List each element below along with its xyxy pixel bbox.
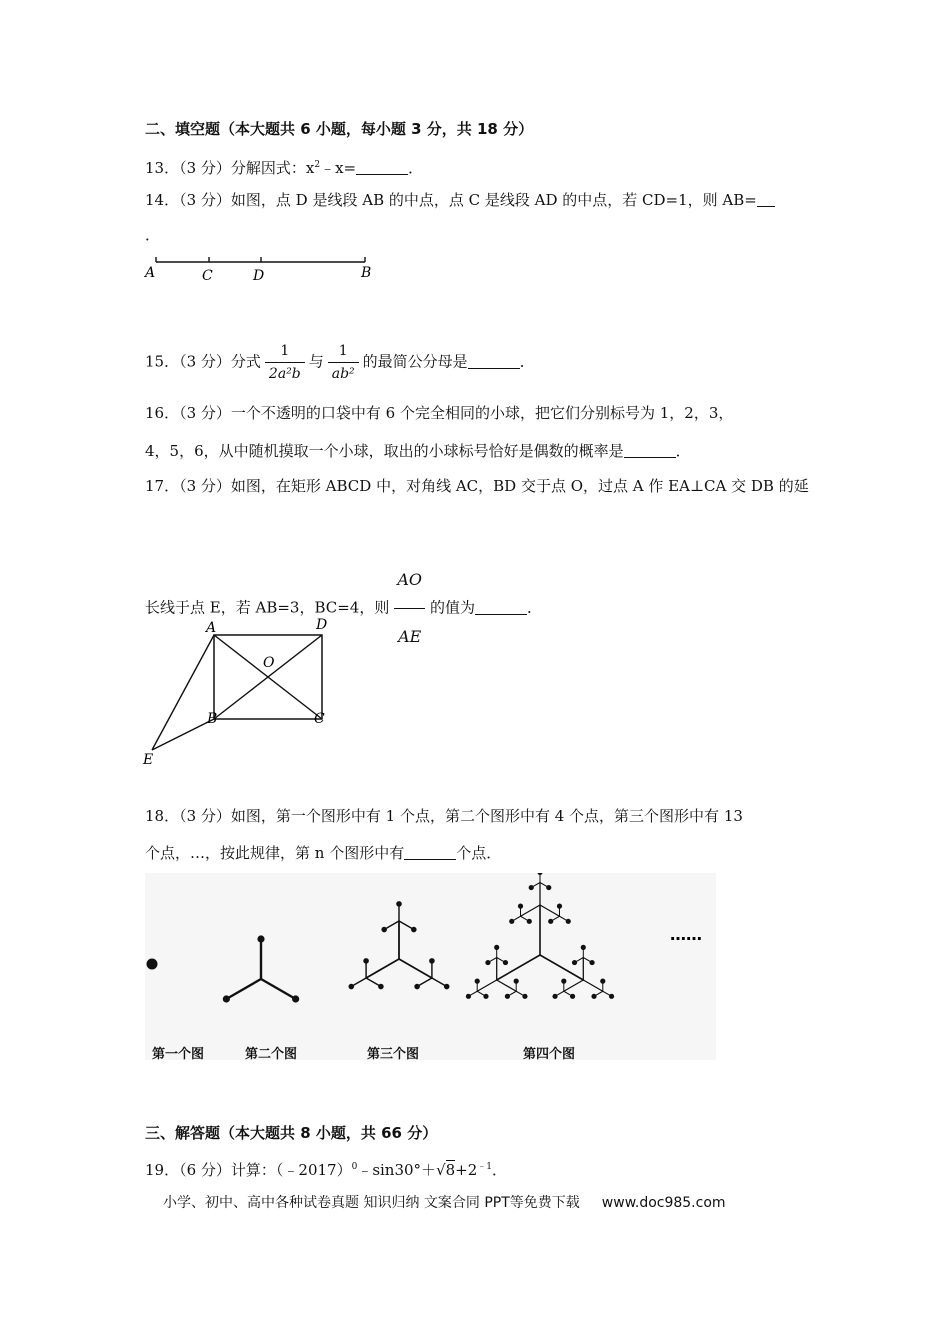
segment-be xyxy=(152,719,214,750)
q16-answer-blank xyxy=(624,443,676,458)
tree-point xyxy=(381,927,387,933)
caption-figure-3: 第三个图 xyxy=(367,1047,420,1062)
q15-frac2-den: ab² xyxy=(328,362,359,384)
q17-tail: 的值为 xyxy=(430,598,476,617)
q18-answer-blank xyxy=(404,845,456,860)
tree-branch xyxy=(399,959,432,978)
tree-point xyxy=(600,979,605,984)
question-17-line-1: 17．（3 分）如图，在矩形 ABCD 中，对角线 AC，BD 交于点 O，过点 A 作 EA⊥CA 交 DB 的延 xyxy=(145,477,809,495)
label-c: C xyxy=(314,711,325,727)
tree-point xyxy=(223,995,230,1002)
q15-answer-blank xyxy=(468,354,520,369)
tree-point xyxy=(591,994,596,999)
q18-line2-text: 个点，…，按此规律，第 n 个图形中有 xyxy=(145,844,405,862)
tree-point xyxy=(557,904,562,909)
tree-point xyxy=(570,994,575,999)
tree-point xyxy=(378,984,384,990)
figure-1-point xyxy=(147,959,158,970)
tree-branch xyxy=(226,979,261,999)
q19-mid: ﹣sin30°＋ xyxy=(357,1161,437,1179)
question-19 xyxy=(145,1157,507,1180)
q14-text: 14．（3 分）如图，点 D 是线段 AB 的中点，点 C 是线段 AD 的中点，若 CD=1，则 AB= xyxy=(145,191,757,209)
q15-end: ． xyxy=(519,352,535,371)
label-a: A xyxy=(206,620,217,636)
tree-point xyxy=(518,904,523,909)
q16-end: ． xyxy=(675,442,691,460)
q17-answer-blank xyxy=(475,600,527,615)
label-c: C xyxy=(202,268,213,284)
tree-point xyxy=(475,979,480,984)
caption-figure-1: 第一个图 xyxy=(152,1047,205,1062)
figure-2 xyxy=(223,935,299,1002)
label-b: B xyxy=(207,711,218,727)
q17-frac-num: AO xyxy=(397,570,423,589)
segment-ae xyxy=(152,635,214,750)
tree-point xyxy=(609,994,614,999)
tree-point xyxy=(589,960,594,965)
q19-radicand: 8 xyxy=(445,1161,456,1179)
label-o: O xyxy=(263,655,275,671)
tree-point xyxy=(505,994,510,999)
question-14 xyxy=(145,190,775,210)
q19-sup-minus1: ﹣1 xyxy=(477,1162,493,1172)
caption-figure-2: 第二个图 xyxy=(245,1047,298,1062)
label-b: B xyxy=(361,265,372,281)
tree-branch xyxy=(261,979,296,999)
figure-4 xyxy=(466,873,614,999)
question-16-line-2 xyxy=(145,441,691,461)
q15-fraction-1 xyxy=(265,341,305,384)
tree-point xyxy=(546,885,551,890)
tree-point xyxy=(292,995,299,1002)
question-18-line-2 xyxy=(145,843,501,863)
q15-frac2-num: 1 xyxy=(338,343,348,359)
section-3-heading: 三、解答题（本大题共 8 小题，共 66 分） xyxy=(145,1124,438,1142)
tree-point xyxy=(411,927,417,933)
tree-point xyxy=(503,960,508,965)
tree-point xyxy=(429,958,435,964)
tree-point xyxy=(522,994,527,999)
q17-fraction xyxy=(393,553,426,664)
q19-end: ． xyxy=(492,1161,508,1179)
tree-point xyxy=(581,945,586,950)
tree-branch xyxy=(540,905,559,916)
q13-answer-blank xyxy=(356,160,408,175)
label-a: A xyxy=(145,265,156,281)
q15-fraction-2 xyxy=(328,341,359,384)
label-d: D xyxy=(253,268,265,284)
q13-tail: ﹣x= xyxy=(320,159,357,177)
q15-frac1-num: 1 xyxy=(280,343,290,359)
footer-text: 小学、初中、高中各种试卷真题 知识归纳 文案合同 PPT等免费下载 xyxy=(163,1195,580,1211)
tree-point xyxy=(514,979,519,984)
tree-point xyxy=(444,984,450,990)
q14-answer-blank xyxy=(757,192,775,207)
question-15 xyxy=(145,341,535,384)
footer-url[interactable]: www.doc985.com xyxy=(601,1195,726,1211)
q15-lead: 15．（3 分）分式 xyxy=(145,352,261,371)
tree-point xyxy=(509,919,514,924)
tree-point xyxy=(494,945,499,950)
section-2-heading: 二、填空题（本大题共 6 小题，每小题 3 分，共 18 分） xyxy=(145,120,534,138)
caption-figure-4: 第四个图 xyxy=(523,1047,576,1062)
label-e: E xyxy=(143,752,154,768)
q14-end: ． xyxy=(145,226,161,244)
label-d: D xyxy=(316,617,328,633)
tree-branch xyxy=(521,905,540,916)
q13-lead: 13．（3 分）分解因式：x xyxy=(145,159,315,177)
q15-frac1-den: 2a²b xyxy=(265,362,305,384)
segment-figure xyxy=(140,250,380,286)
tree-branch xyxy=(583,980,602,991)
q19-tail: +2 xyxy=(455,1161,478,1179)
q15-mid: 与 xyxy=(308,352,324,371)
tree-point xyxy=(483,994,488,999)
tree-point xyxy=(257,935,264,942)
q15-tail: 的最简公分母是 xyxy=(362,352,468,371)
question-18-line-1: 18．（3 分）如图，第一个图形中有 1 个点，第二个图形中有 4 个点，第三个图形中有 13 xyxy=(145,807,743,825)
tree-point xyxy=(485,960,490,965)
tree-point xyxy=(363,958,369,964)
tree-branch xyxy=(540,955,583,980)
rectangle-figure xyxy=(140,612,340,772)
q19-lead: 19．（6 分）计算：（﹣2017） xyxy=(145,1161,352,1179)
tree-point xyxy=(348,984,354,990)
tree-branch xyxy=(477,980,496,991)
figure-3 xyxy=(348,901,449,989)
q13-end: ． xyxy=(408,159,424,177)
q17-line2-text: 长线于点 E，若 AB=3，BC=4，则 xyxy=(145,598,390,617)
tree-point xyxy=(527,919,532,924)
question-13 xyxy=(145,155,423,178)
page-footer xyxy=(163,1192,726,1212)
pattern-figures xyxy=(145,873,716,1043)
tree-point xyxy=(466,994,471,999)
q17-end: ． xyxy=(527,598,543,617)
q17-frac-den: AE xyxy=(394,608,425,664)
tree-point xyxy=(561,979,566,984)
tree-branch xyxy=(564,980,583,991)
sqrt-icon: √ xyxy=(436,1161,446,1179)
tree-branch xyxy=(497,980,516,991)
q18-line2-end: 个点． xyxy=(456,844,502,862)
q19-sup-0: 0 xyxy=(351,1162,358,1172)
tree-point xyxy=(552,994,557,999)
figure-ellipsis: …… xyxy=(670,925,702,944)
tree-point xyxy=(548,919,553,924)
tree-point xyxy=(566,919,571,924)
tree-point xyxy=(572,960,577,965)
tree-point xyxy=(396,901,402,907)
tree-point xyxy=(529,885,534,890)
tree-point xyxy=(414,984,420,990)
question-16-line-1: 16．（3 分）一个不透明的口袋中有 6 个完全相同的小球，把它们分别标号为 1，2，3， xyxy=(145,404,734,422)
q13-sup: 2 xyxy=(314,160,321,170)
tree-branch xyxy=(366,959,399,978)
q16-line2-text: 4，5，6，从中随机摸取一个小球，取出的小球标号恰好是偶数的概率是 xyxy=(145,442,624,460)
tree-point xyxy=(537,873,542,875)
tree-branch xyxy=(497,955,540,980)
